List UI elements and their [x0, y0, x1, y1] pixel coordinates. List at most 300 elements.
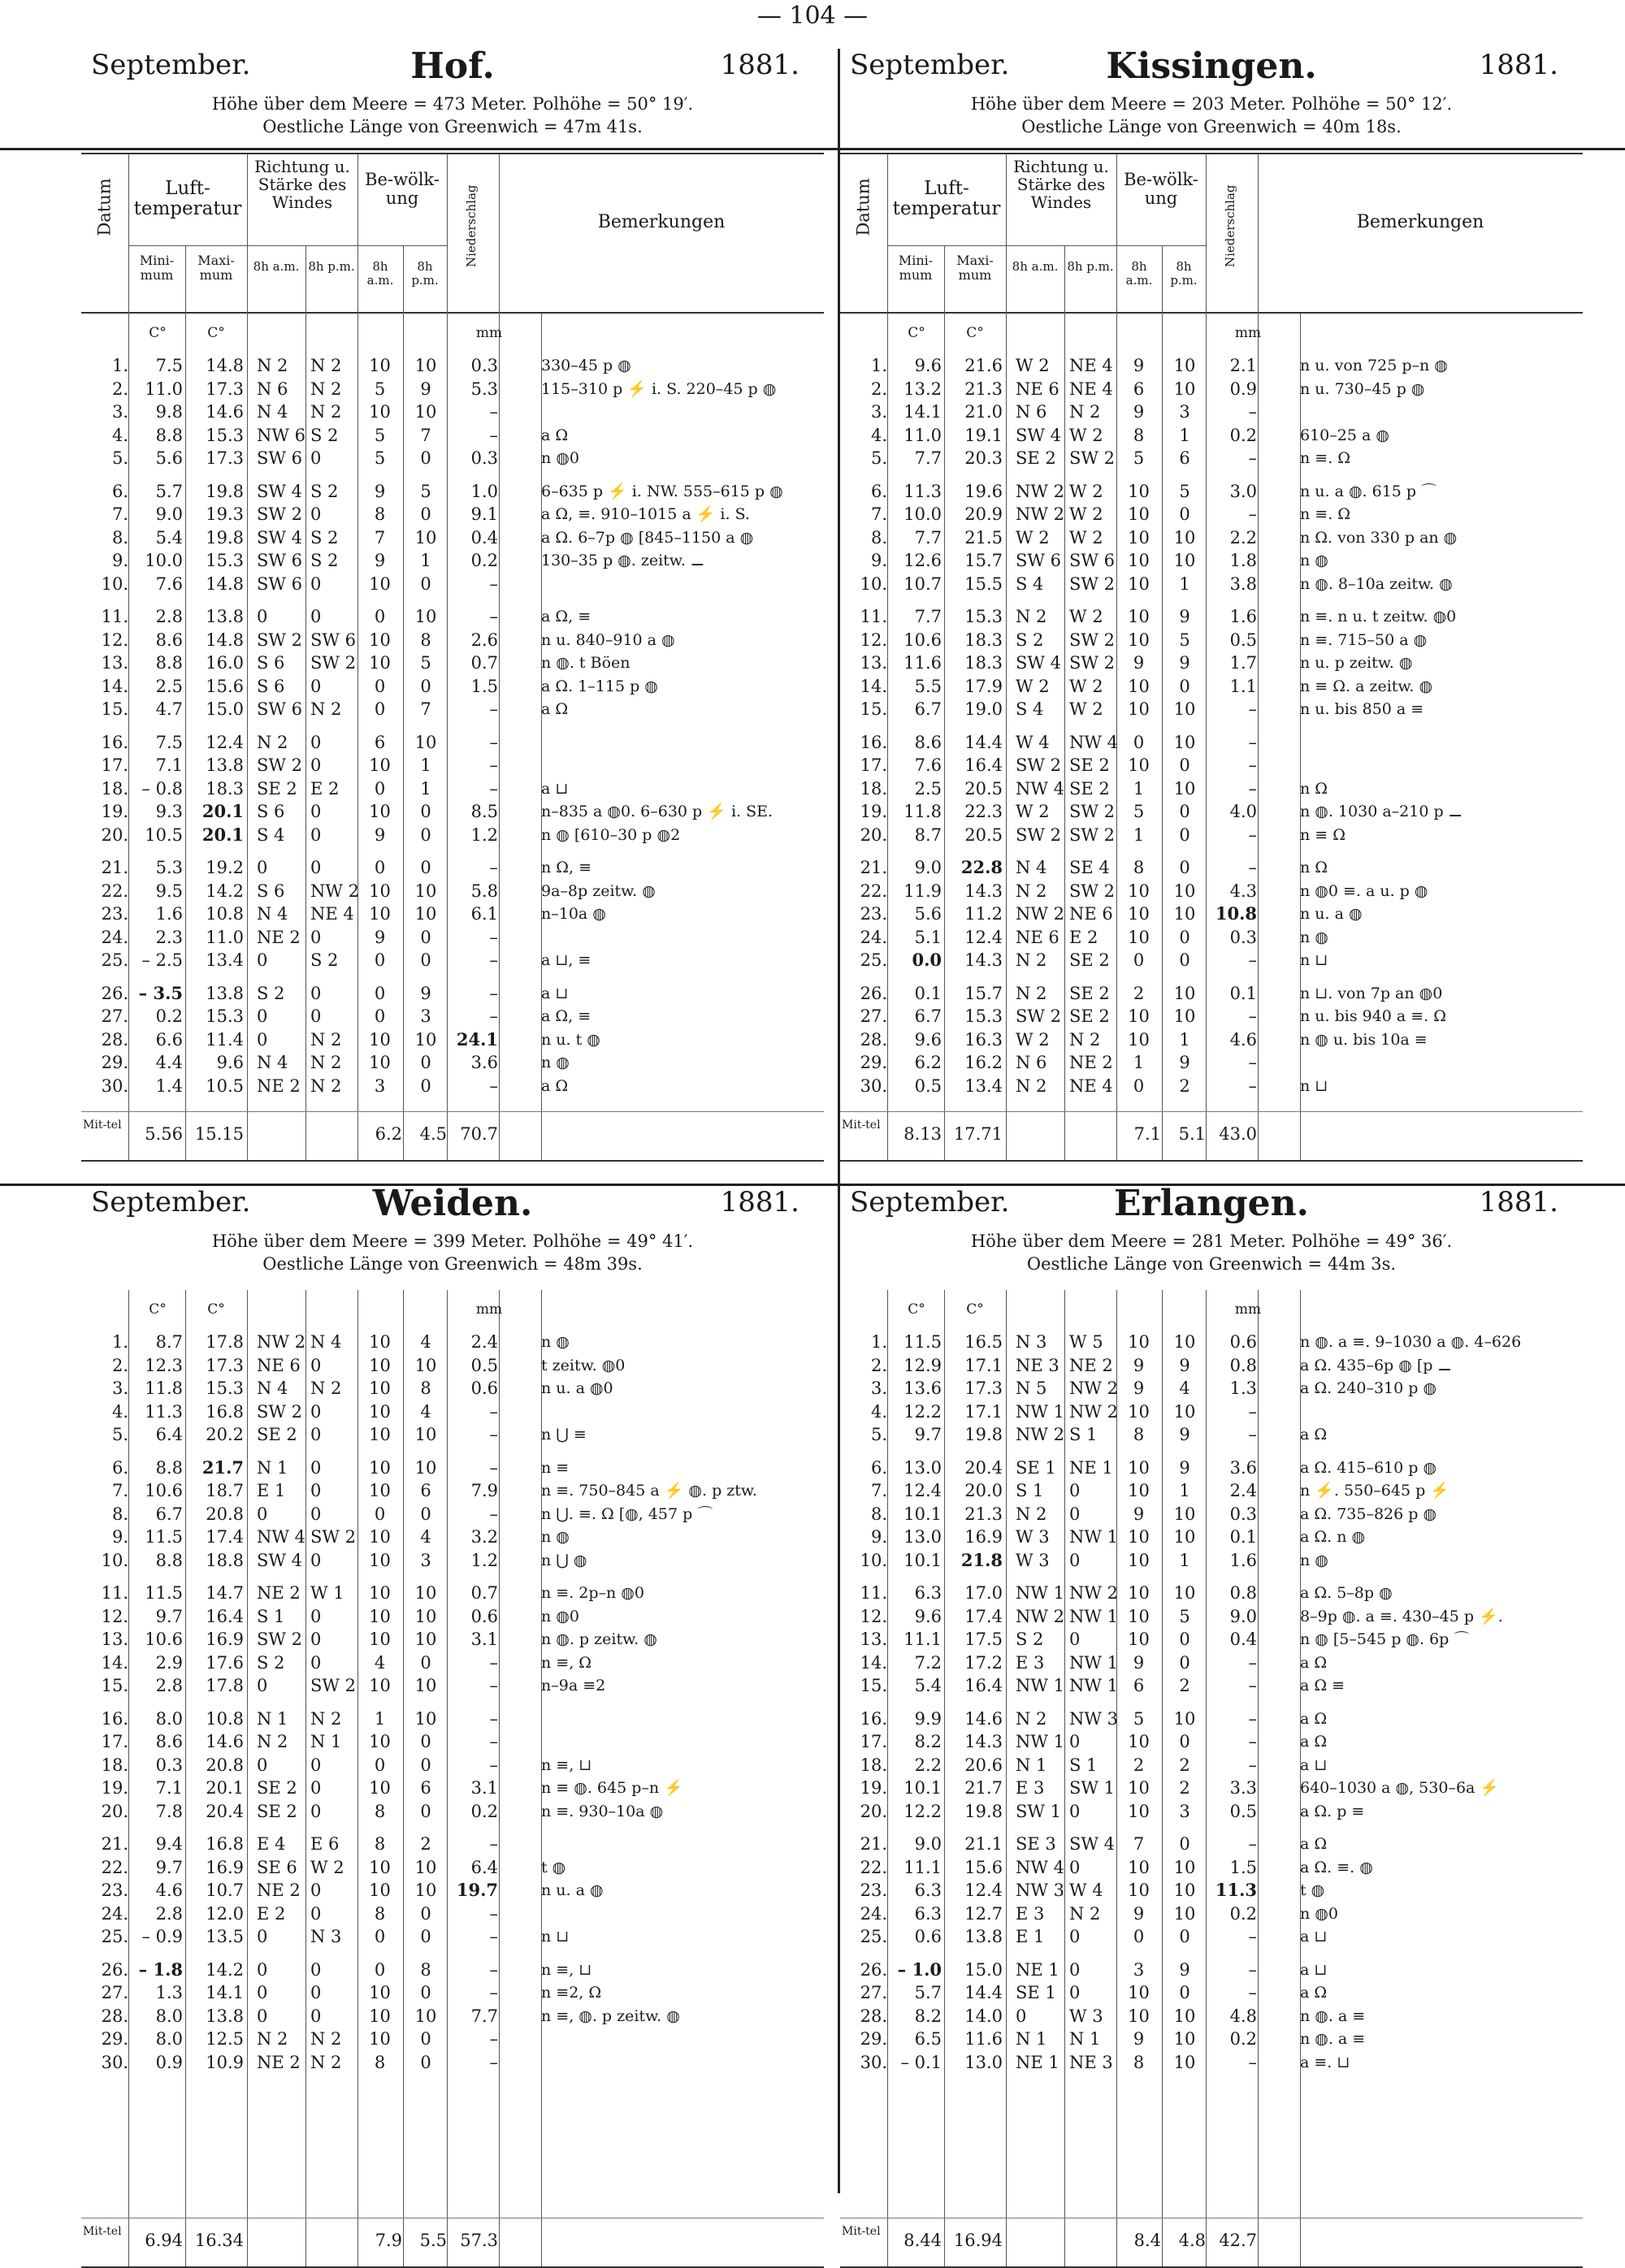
table-row	[81, 1003, 824, 1029]
table-row	[81, 696, 824, 722]
day-cell: 10.	[860, 573, 887, 594]
remarks-cell: n ≡. 930–10a ◍	[541, 1802, 664, 1820]
table-row	[840, 1547, 1583, 1573]
wind-pm-cell: SE 2	[1069, 1006, 1110, 1026]
table-row	[81, 627, 824, 653]
precip-cell: –	[1248, 1676, 1257, 1695]
table-row	[840, 1775, 1583, 1801]
wind-pm-cell: N 2	[1069, 402, 1101, 422]
cloud-pm-cell: 0	[420, 1983, 431, 2002]
table-bottom-rule	[81, 1160, 824, 1162]
max-temp-cell: 13.4	[206, 950, 244, 970]
precip-cell: –	[1248, 1076, 1257, 1096]
precip-cell: –	[489, 607, 498, 626]
precip-cell: –	[489, 573, 498, 594]
cloud-pm-cell: 1	[420, 551, 431, 570]
max-temp-cell: 20.6	[964, 1755, 1003, 1775]
min-temp-cell: 5.4	[155, 527, 183, 548]
wind-pm-cell: W 2	[1069, 425, 1103, 445]
min-temp-cell: 5.4	[914, 1676, 942, 1695]
precip-cell: –	[1248, 1983, 1257, 2002]
min-temp-cell: – 0.1	[900, 2052, 942, 2072]
wind-am-cell: N 1	[1016, 2029, 1047, 2049]
table-row	[840, 2049, 1583, 2075]
cloud-am-cell: 9	[1133, 2029, 1145, 2049]
precip-cell: –	[489, 1504, 498, 1524]
wind-am-cell: N 2	[1016, 1708, 1047, 1729]
max-temp-cell: 15.3	[964, 607, 1003, 626]
wind-pm-cell: 0	[310, 802, 322, 821]
max-temp-cell: 17.4	[206, 1527, 244, 1547]
min-temp-cell: 13.0	[904, 1527, 942, 1547]
day-cell: 12.	[860, 630, 887, 650]
wind-am-cell: 0	[257, 1755, 268, 1775]
day-cell: 4.	[870, 425, 887, 445]
cloud-am-cell: 10	[1128, 1857, 1150, 1877]
max-temp-cell: 20.1	[206, 1778, 244, 1798]
wind-pm-cell: N 1	[310, 1732, 342, 1751]
cloud-pm-cell: 9	[1179, 1959, 1190, 1980]
wind-pm-cell: 0	[310, 825, 322, 845]
precip-cell: 0.3	[470, 448, 498, 468]
wind-pm-cell: W 1	[310, 1583, 344, 1603]
wind-am-cell: 0	[257, 858, 268, 877]
precip-cell: –	[489, 732, 498, 752]
precip-cell: 1.5	[470, 676, 498, 696]
cloud-am-cell: 8	[1133, 858, 1145, 877]
cloud-am-cell: 10	[1128, 504, 1150, 524]
day-cell: 20.	[860, 825, 887, 845]
table-row	[840, 2003, 1583, 2029]
wind-am-cell: SW 2	[257, 755, 303, 775]
cloud-pm-cell: 10	[414, 1425, 437, 1444]
day-cell: 20.	[860, 1801, 887, 1821]
min-temp-cell: 11.8	[904, 802, 942, 821]
day-cell: 6.	[870, 481, 887, 501]
min-temp-cell: 7.6	[155, 573, 183, 594]
cloud-am-cell: 10	[369, 1527, 391, 1547]
cloud-pm-cell: 0	[420, 1652, 431, 1673]
table-row	[81, 1524, 824, 1550]
remarks-cell: a Ω, ≡	[541, 1007, 592, 1025]
wind-pm-cell: SW 1	[1069, 1778, 1116, 1798]
remarks-cell: n ≡	[541, 1458, 570, 1477]
min-temp-cell: 7.5	[155, 732, 183, 752]
mittel-label: Mit-tel	[842, 2225, 881, 2238]
wind-pm-cell: 0	[1069, 1959, 1081, 1980]
column-headers	[81, 153, 824, 314]
cloud-am-cell: 10	[1128, 551, 1150, 570]
cloud-am-cell: 10	[1128, 1029, 1150, 1050]
wind-am-cell: NW 2	[1016, 504, 1064, 524]
precip-cell: –	[489, 1401, 498, 1422]
min-temp-cell: – 3.5	[138, 982, 183, 1003]
precip-cell: 0.2	[470, 551, 498, 570]
cloud-pm-cell: 10	[414, 1708, 437, 1729]
min-temp-cell: 2.5	[914, 778, 942, 799]
table-row	[81, 1901, 824, 1927]
wind-pm-cell: 0	[1069, 1504, 1081, 1524]
max-temp-cell: 15.7	[964, 983, 1003, 1003]
min-temp-cell: 11.8	[145, 1379, 183, 1398]
table-row	[81, 2049, 824, 2075]
min-temp-cell: 0.2	[155, 1006, 183, 1026]
wind-pm-cell: 0	[310, 1903, 322, 1924]
header-column-line	[447, 154, 448, 314]
table-row	[81, 353, 824, 379]
cloud-am-cell: 10	[369, 1029, 391, 1050]
max-temp-cell: 17.1	[964, 1355, 1003, 1375]
remarks-cell: n ◍	[1300, 1551, 1328, 1569]
wind-am-cell: W 2	[1016, 356, 1050, 375]
wind-am-header: 8h a.m.	[1012, 259, 1059, 274]
header-column-line	[1116, 154, 1117, 314]
min-temp-cell: 8.0	[155, 1708, 183, 1729]
wind-pm-cell: 0	[310, 1959, 322, 1980]
max-temp-cell: 12.7	[964, 1903, 1003, 1924]
cloud-pm-header: 8h p.m.	[411, 259, 439, 288]
wind-am-cell: W 2	[1016, 802, 1050, 821]
day-cell: 11.	[860, 1583, 887, 1603]
day-cell: 26.	[101, 983, 128, 1003]
wind-pm-cell: 0	[310, 755, 322, 775]
precip-cell: 6.1	[470, 904, 498, 924]
station-header	[840, 45, 1583, 153]
day-cell: 13.	[101, 1630, 128, 1649]
cloud-am-cell: 10	[369, 881, 391, 901]
station-hof	[81, 45, 824, 1160]
cloud-am-cell: 10	[369, 1778, 391, 1798]
remarks-cell: 9a–8p zeitw. ◍	[541, 881, 656, 900]
min-temp-cell: 8.2	[914, 2006, 942, 2026]
cloud-am-cell: 10	[1128, 2006, 1150, 2026]
max-temp-cell: 15.3	[206, 1006, 244, 1026]
wind-am-cell: S 4	[1016, 699, 1044, 719]
precip-cell: 2.6	[470, 630, 498, 650]
day-cell: 13.	[860, 653, 887, 673]
table-row	[81, 855, 824, 881]
max-temp-cell: 10.8	[206, 1708, 244, 1729]
precip-cell: –	[1248, 699, 1257, 719]
cloud-am-cell: 9	[374, 825, 386, 845]
precip-cell: 2.2	[1229, 527, 1257, 548]
header-subrule	[128, 245, 247, 246]
wind-am-cell: E 2	[257, 1903, 286, 1924]
cloud-am-cell: 8	[374, 1801, 386, 1821]
precip-cell: –	[489, 1755, 498, 1775]
day-cell: 2.	[870, 1355, 887, 1375]
remarks-cell: a Ω. p ≡	[1300, 1802, 1365, 1820]
day-cell: 11.	[101, 1583, 128, 1603]
wind-am-cell: N 6	[1016, 1053, 1047, 1072]
precip-cell: –	[1248, 755, 1257, 775]
min-temp-cell: 12.6	[904, 551, 942, 570]
wind-pm-cell: 0	[310, 1425, 322, 1444]
table-row	[81, 878, 824, 904]
cloud-pm-cell: 9	[1179, 607, 1190, 626]
precip-cell: 3.3	[1229, 1778, 1257, 1798]
cloud-pm-cell: 10	[414, 2006, 437, 2026]
cloud-am-cell: 10	[369, 1583, 391, 1603]
day-cell: 14.	[860, 1652, 887, 1673]
day-cell: 24.	[101, 1903, 128, 1924]
day-cell: 15.	[860, 1676, 887, 1695]
min-temp-cell: 7.1	[155, 1778, 183, 1798]
table-row	[81, 729, 824, 755]
unit-max: C°	[966, 1301, 984, 1318]
table-row	[840, 947, 1583, 973]
day-cell: 19.	[860, 802, 887, 821]
station-name: Hof.	[410, 45, 495, 87]
cloud-am-cell: 10	[369, 573, 391, 594]
wind-am-cell: SW 2	[1016, 755, 1062, 775]
cloud-pm-cell: 0	[420, 1076, 431, 1096]
precip-cell: 0.1	[1229, 983, 1257, 1003]
table-row	[840, 627, 1583, 653]
cloud-am-cell: 1	[374, 1708, 386, 1729]
max-temp-cell: 17.2	[964, 1652, 1003, 1673]
wind-pm-cell: W 2	[1069, 527, 1103, 548]
wind-am-cell: S 2	[257, 1652, 285, 1673]
wind-am-cell: W 2	[1016, 527, 1050, 548]
wind-am-cell: SE 2	[257, 1425, 297, 1444]
wind-am-cell: E 3	[1016, 1903, 1045, 1924]
cloud-am-cell: 10	[369, 1457, 391, 1478]
max-temp-cell: 14.6	[206, 1732, 244, 1751]
remarks-cell: n ◍0 ≡. a u. p ◍	[1300, 881, 1428, 900]
wind-pm-cell: N 2	[310, 1379, 342, 1398]
precip-cell: –	[489, 1834, 498, 1854]
cloud-pm-cell: 1	[1179, 573, 1190, 594]
precip-cell: 4.0	[1229, 802, 1257, 821]
table-row	[840, 1877, 1583, 1903]
max-temp-cell: 16.0	[206, 653, 244, 673]
wind-am-cell: E 3	[1016, 1652, 1045, 1673]
station-name: Kissingen.	[1106, 45, 1317, 87]
wind-pm-cell: N 2	[310, 402, 342, 422]
wind-am-cell: SW 6	[257, 699, 303, 719]
min-temp-cell: 10.0	[904, 504, 942, 524]
day-cell: 17.	[101, 1732, 128, 1751]
wind-pm-cell: N 2	[310, 2052, 342, 2072]
wind-am-cell: SW 4	[257, 481, 303, 501]
day-cell: 4.	[870, 1401, 887, 1422]
table-row	[81, 2026, 824, 2052]
header-subcolumn-line	[403, 245, 404, 314]
table-row	[840, 399, 1583, 425]
table-row	[81, 776, 824, 802]
cloud-am-cell: 10	[369, 2029, 391, 2049]
wind-pm-cell: SW 2	[1069, 573, 1116, 594]
cloud-pm-cell: 2	[1179, 1676, 1190, 1695]
day-cell: 29.	[860, 1053, 887, 1072]
precip-cell: 4.8	[1229, 2006, 1257, 2026]
precip-cell: –	[1248, 1834, 1257, 1854]
max-temp-cell: 15.3	[206, 425, 244, 445]
table-row	[840, 1501, 1583, 1527]
max-temp-cell: 22.3	[964, 802, 1003, 821]
cloud-pm-header: 8h p.m.	[1170, 259, 1198, 288]
wind-am-cell: 0	[257, 1959, 268, 1980]
header-column-line	[247, 154, 248, 314]
day-cell: 28.	[860, 2006, 887, 2026]
mittel-row	[840, 2224, 1583, 2257]
cloud-am-cell: 9	[374, 927, 386, 947]
table-row	[81, 947, 824, 973]
wind-pm-cell: N 2	[310, 699, 342, 719]
max-temp-cell: 20.8	[206, 1755, 244, 1775]
station-header	[840, 1183, 1583, 1290]
day-cell: 20.	[101, 825, 128, 845]
cloud-pm-cell: 0	[1179, 755, 1190, 775]
wind-am-cell: 0	[1016, 2006, 1027, 2026]
data-table	[81, 314, 824, 1160]
wind-pm-cell: 0	[1069, 1550, 1081, 1570]
cloud-pm-cell: 6	[1179, 448, 1190, 468]
remarks-cell: n ⋃. ≡. Ω [◍, 457 p ⌒	[541, 1504, 713, 1523]
precip-cell: 0.3	[1229, 927, 1257, 947]
remarks-cell: n ⊔	[1300, 951, 1328, 969]
wind-pm-cell: N 2	[310, 356, 342, 375]
remarks-cell: t ◍	[1300, 1881, 1325, 1899]
day-cell: 9.	[111, 551, 128, 570]
wind-pm-cell: N 2	[310, 1708, 342, 1729]
precip-cell: 5.8	[470, 881, 498, 901]
header-column-line	[1206, 154, 1207, 314]
cloud-am-cell: 1	[1133, 778, 1145, 799]
min-temp-cell: 6.3	[914, 1583, 942, 1603]
min-temp-cell: 13.0	[904, 1457, 942, 1478]
cloud-pm-cell: 10	[1173, 527, 1196, 548]
cloud-am-cell: 10	[369, 1881, 391, 1900]
remarks-cell: a Ω	[1300, 1653, 1328, 1672]
table-row	[840, 353, 1583, 379]
lufttemperatur-header: Luft-temperatur	[892, 178, 1001, 220]
cloud-pm-cell: 10	[414, 1457, 437, 1478]
table-row	[81, 1580, 824, 1606]
max-temp-cell: 16.3	[964, 1029, 1003, 1050]
min-temp-cell: 4.6	[155, 1881, 183, 1900]
table-row	[81, 822, 824, 848]
max-temp-cell: 16.9	[964, 1527, 1003, 1547]
cloud-am-header: 8h a.m.	[366, 259, 394, 288]
wind-pm-cell: 0	[310, 448, 322, 468]
precip-cell: 0.2	[1229, 425, 1257, 445]
min-temp-cell: 13.2	[904, 379, 942, 399]
header-subrule	[1006, 245, 1116, 246]
cloud-am-cell: 9	[1133, 1652, 1145, 1673]
wind-pm-cell: W 3	[1069, 2006, 1103, 2026]
table-row	[840, 1650, 1583, 1676]
cloud-am-cell: 10	[1128, 1550, 1150, 1570]
wind-am-cell: NW 2	[1016, 1425, 1064, 1444]
precip-cell: –	[1248, 1652, 1257, 1673]
min-temp-cell: 12.2	[904, 1801, 942, 1821]
remarks-cell: n u. a ◍0	[541, 1379, 613, 1397]
mittel-row	[81, 1118, 824, 1150]
wind-am-cell: S 6	[257, 676, 285, 696]
day-cell: 8.	[870, 1504, 887, 1524]
remarks-cell: n ≡ Ω. a zeitw. ◍	[1300, 677, 1433, 695]
precip-cell: 2.4	[1229, 1481, 1257, 1500]
precip-cell: –	[1248, 448, 1257, 468]
cloud-am-cell: 8	[1133, 1425, 1145, 1444]
day-cell: 24.	[860, 1903, 887, 1924]
wind-am-cell: S 6	[257, 653, 285, 673]
table-row	[840, 650, 1583, 676]
min-temp-cell: 7.1	[155, 755, 183, 775]
remarks-cell: a Ω. 1–115 p ◍	[541, 677, 658, 695]
wind-am-cell: SW 4	[257, 1550, 303, 1570]
table-row	[840, 1706, 1583, 1732]
cloud-pm-cell: 10	[414, 1029, 437, 1050]
cloud-pm-cell: 0	[420, 1903, 431, 1924]
wind-am-cell: NE 2	[257, 1583, 301, 1603]
day-cell: 15.	[101, 1676, 128, 1695]
min-temp-cell: 8.0	[155, 2029, 183, 2049]
day-cell: 5.	[870, 448, 887, 468]
wind-am-cell: N 6	[1016, 402, 1047, 422]
day-cell: 3.	[870, 402, 887, 422]
day-cell: 23.	[101, 1881, 128, 1900]
cloud-pm-cell: 10	[414, 1857, 437, 1877]
cloud-pm-cell: 0	[420, 950, 431, 970]
day-cell: 23.	[860, 904, 887, 924]
cloud-pm-cell: 10	[414, 1355, 437, 1375]
cloud-pm-cell: 1	[1179, 1029, 1190, 1050]
wind-pm-cell: S 2	[310, 527, 339, 548]
wind-am-cell: N 2	[1016, 983, 1047, 1003]
mittel-min: 5.56	[145, 1124, 183, 1144]
cloud-pm-cell: 10	[414, 607, 437, 626]
wind-pm-cell: 0	[310, 573, 322, 594]
table-row	[840, 1798, 1583, 1824]
day-cell: 28.	[101, 1029, 128, 1050]
station-header	[81, 45, 824, 153]
min-temp-cell: 10.1	[904, 1778, 942, 1798]
cloud-am-cell: 0	[1133, 1076, 1145, 1096]
mittel-cloud-am: 7.9	[375, 2231, 402, 2250]
precip-cell: –	[1248, 1425, 1257, 1444]
precip-cell: 0.1	[1229, 1527, 1257, 1547]
day-cell: 21.	[101, 1834, 128, 1854]
max-temp-cell: 21.3	[964, 379, 1003, 399]
table-row	[81, 422, 824, 448]
cloud-am-cell: 9	[1133, 402, 1145, 422]
min-temp-cell: 10.6	[904, 630, 942, 650]
cloud-pm-cell: 0	[1179, 1983, 1190, 2002]
cloud-am-cell: 10	[1128, 1778, 1150, 1798]
remarks-cell: a Ω	[541, 1076, 569, 1095]
units-row	[840, 325, 1583, 349]
day-cell: 13.	[101, 653, 128, 673]
max-temp-cell: 19.2	[206, 858, 244, 877]
remarks-cell: n ◍. 8–10a zeitw. ◍	[1300, 574, 1453, 593]
day-cell: 13.	[860, 1630, 887, 1649]
max-temp-cell: 17.8	[206, 1332, 244, 1352]
min-temp-cell: 0.9	[155, 2052, 183, 2072]
cloud-pm-cell: 9	[1179, 1425, 1190, 1444]
min-temp-cell: 9.7	[155, 1857, 183, 1877]
table-row	[81, 1604, 824, 1630]
cloud-pm-cell: 1	[1179, 1550, 1190, 1570]
unit-max: C°	[207, 325, 225, 341]
max-temp-cell: 13.8	[206, 983, 244, 1003]
min-temp-cell: 8.6	[914, 732, 942, 752]
min-temp-cell: 9.3	[155, 802, 183, 821]
remarks-cell: t ◍	[541, 1858, 566, 1876]
day-cell: 1.	[111, 1332, 128, 1352]
